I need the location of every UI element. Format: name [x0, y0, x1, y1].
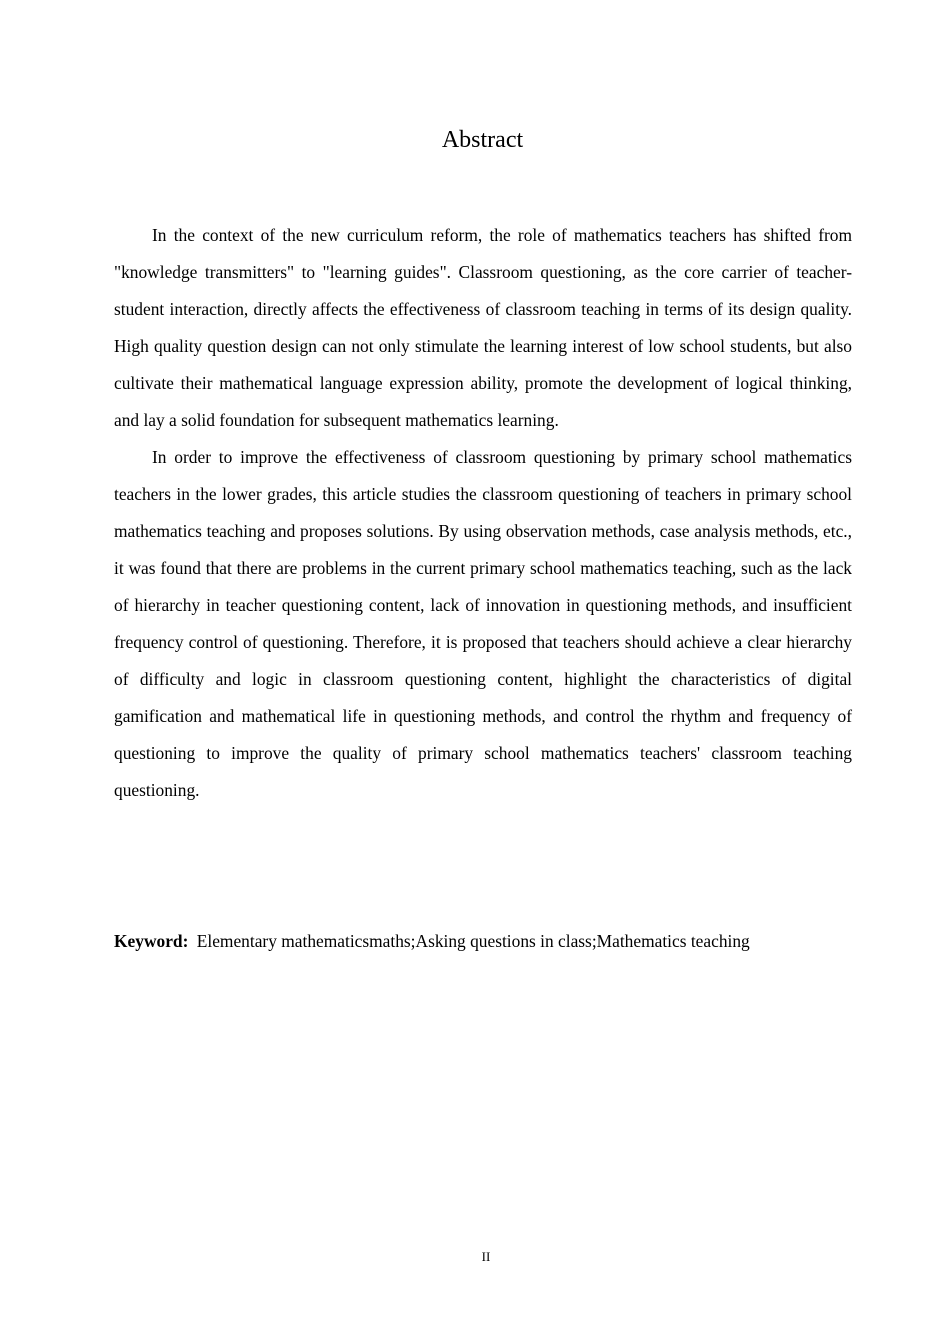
abstract-paragraph-1: In the context of the new curriculum reform, the role of mathematics teachers has shifted from "knowledge transmitters" to "learning guides". Classroom questioning, as the core carrier of teacher-student interaction, directly affects the effectiveness of classroom teaching in terms of its design quality. High quality question design can not only stimulate the learning interest of low school students, but also cultivate their mathematical language expression ability, promote the development of logical thinking, and lay a solid foundation for subsequent mathematics learning.: [114, 225, 852, 430]
abstract-title: Abstract: [441, 127, 524, 153]
keywords-label: Keyword:: [114, 931, 189, 951]
keywords-line: [114, 926, 852, 956]
abstract-paragraph-2: In order to improve the effectiveness of classroom questioning by primary school mathematics teachers in the lower grades, this article studies the classroom questioning of teachers in primary school mathematics teaching and proposes solutions. By using observation methods, case analysis methods, etc., it was found that there are problems in the current primary school mathematics teaching, such as the lack of hierarchy in teacher questioning content, lack of innovation in questioning methods, and insufficient frequency control of questioning. Therefore, it is proposed that teachers should achieve a clear hierarchy of difficulty and logic in classroom questioning content, highlight the characteristics of digital gamification and mathematical life in questioning methods, and control the rhythm and frequency of questioning to improve the quality of primary school mathematics teachers' classroom teaching questioning.: [114, 447, 852, 800]
abstract-body: [114, 217, 852, 809]
page-number: II: [481, 1249, 491, 1264]
keywords-text: Elementary mathematicsmaths;Asking questions in class;Mathematics teaching: [196, 931, 750, 951]
